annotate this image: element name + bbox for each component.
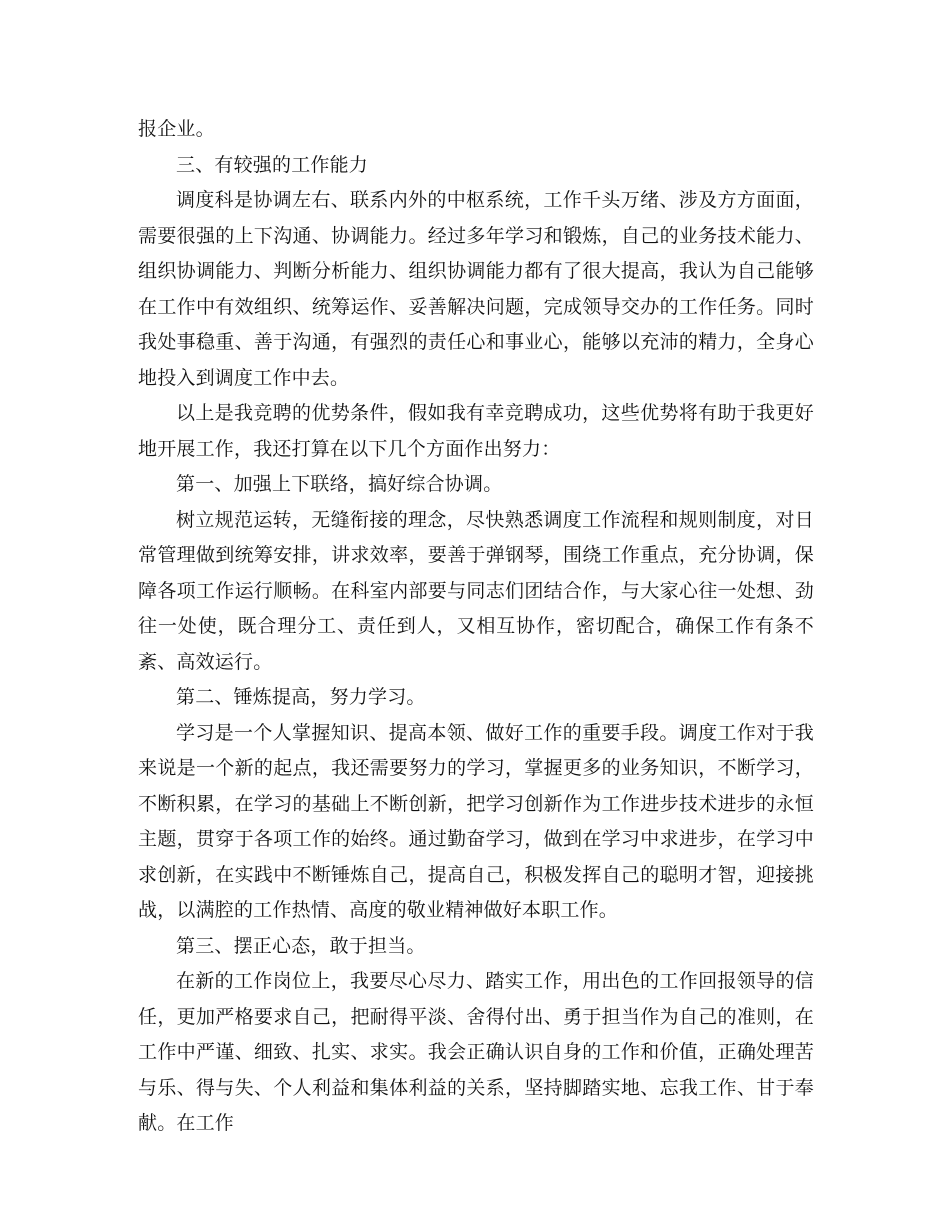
paragraph-point-three: 在新的工作岗位上，我要尽心尽力、踏实工作，用出色的工作回报领导的信任，更加严格要求自己，把耐得平淡、舍得付出、勇于担当作为自己的准则，在工作中严谨、细致、扎实、求实。我会正确认识自身的工作和价值，正确处理苦与乐、得与失、个人利益和集体利益的关系，坚持脚踏实地、忘我工作、甘于奉献。在工作 [138,970,814,1134]
paragraph-advantages: 以上是我竞聘的优势条件，假如我有幸竞聘成功，这些优势将有助于我更好地开展工作，我还打算在以下几个方面作出努力： [138,402,814,460]
heading-point-one: 第一、加强上下联络，搞好综合协调。 [176,473,503,495]
section-heading-work-ability: 三、有较强的工作能力 [176,153,369,176]
heading-point-three: 第三、摆正心态，敢于担当。 [176,934,426,957]
paragraph-point-one: 树立规范运转，无缝衔接的理念，尽快熟悉调度工作流程和规则制度，对日常管理做到统筹安排，讲求效率，要善于弹钢琴，围绕工作重点，充分协调，保障各项工作运行顺畅。在科室内部要与同志们团结合作，与大家心往一处想、劲往一处使，既合理分工、责任到人，又相互协作，密切配合，确保工作有条不紊、高效运行。 [138,508,814,673]
paragraph-continuation: 报企业。 [138,118,215,140]
heading-point-two: 第二、锤炼提高，努力学习。 [176,686,426,708]
paragraph-dispatch-role: 调度科是协调左右、联系内外的中枢系统，工作千头万绪、涉及方方面面，需要很强的上下沟通、协调能力。经过多年学习和锻炼，自己的业务技术能力、组织协调能力、判断分析能力、组织协调能力都有了很大提高，我认为自己能够在工作中有效组织、统筹运作、妥善解决问题，完成领导交办的工作任务。同时我处事稳重、善于沟通，有强烈的责任心和事业心，能够以充沛的精力，全身心地投入到调度工作中去。 [138,189,814,389]
document-page [138,112,814,1142]
paragraph-point-two: 学习是一个人掌握知识、提高本领、做好工作的重要手段。调度工作对于我来说是一个新的起点，我还需要努力的学习，掌握更多的业务知识，不断学习，不断积累，在学习的基础上不断创新，把学习创新作为工作进步技术进步的永恒主题，贯穿于各项工作的始终。通过勤奋学习，做到在学习中求进步，在学习中求创新，在实践中不断锤炼自己，提高自己，积极发挥自己的聪明才智，迎接挑战，以满腔的工作热情、高度的敬业精神做好本职工作。 [138,721,814,921]
